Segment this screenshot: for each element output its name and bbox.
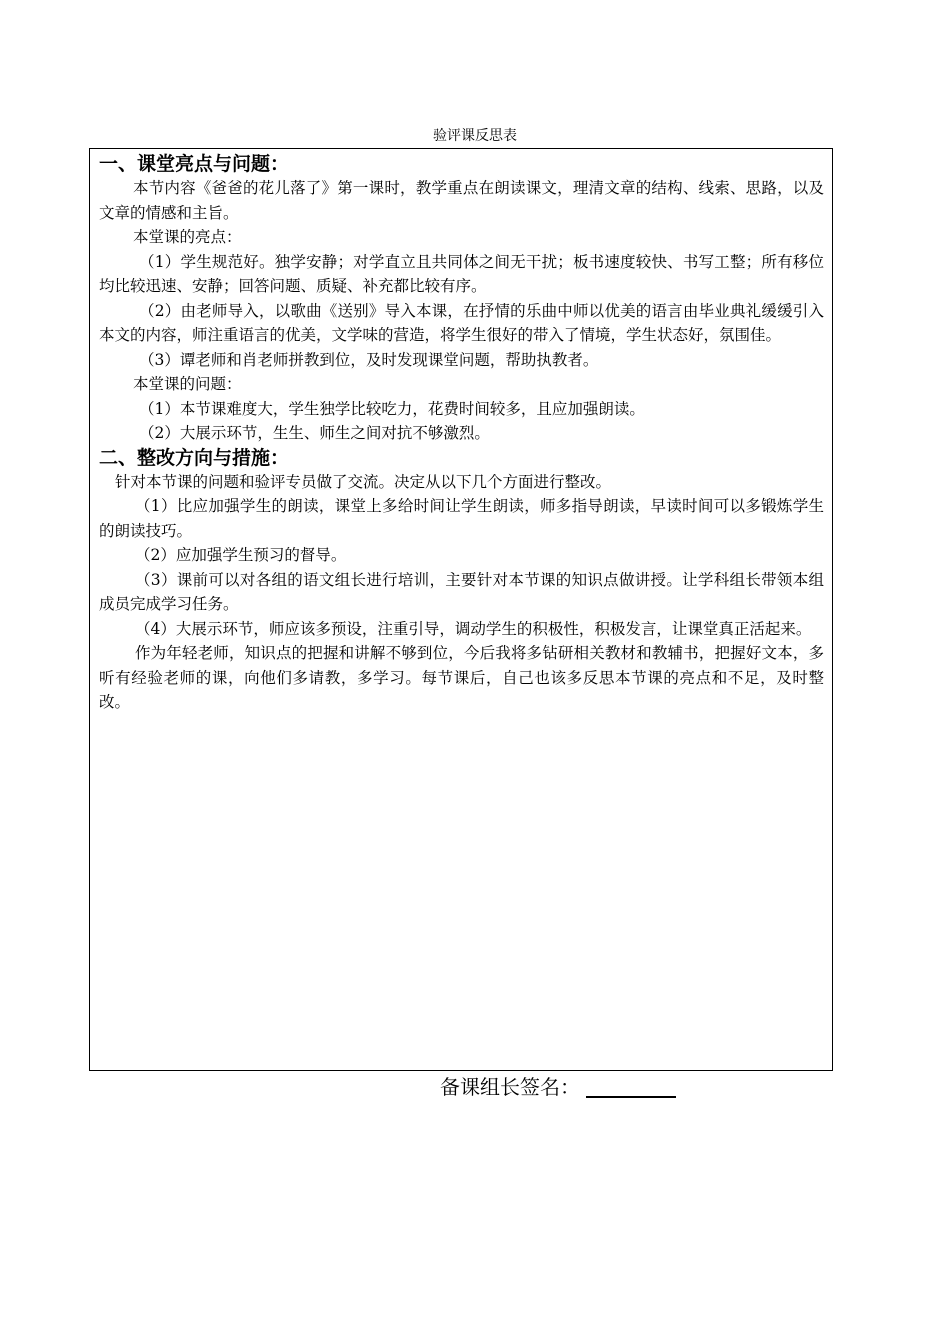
measures-intro: 针对本节课的问题和验评专员做了交流。决定从以下几个方面进行整改。 [115,472,612,491]
section-heading-highlights: 一、课堂亮点与问题： [99,153,290,175]
closing-reflection: 作为年轻老师，知识点的把握和讲解不够到位，今后我将多钻研相关教材和教辅书，把握好文本，多听有经验老师的课，向他们多请教，多学习。每节课后，自己也该多反思本节课的亮点和不足，及时整改。 [99,644,824,711]
problem-item: （1）本节课难度大，学生独学比较吃力，花费时间较多，且应加强朗读。 [139,399,645,418]
reflection-table [89,148,833,1071]
measure-item: （2）应加强学生预习的督导。 [135,546,347,564]
highlight-item: （1）学生规范好。独学安静；对学直立且共同体之间无干扰；板书速度较快、书写工整；所有移位均比较迅速、安静；回答问题、质疑、补充都比较有序。 [99,252,824,295]
highlight-item: （2）由老师导入，以歌曲《送别》导入本课，在抒情的乐曲中师以优美的语言由毕业典礼缓缓引入本文的内容，师注重语言的优美，文学味的营造，将学生很好的带入了情境，学生状态好，氛围佳。 [99,301,824,344]
section-heading-measures: 二、整改方向与措施： [99,446,290,469]
measure-item: （1）比应加强学生的朗读，课堂上多给时间让学生朗读，师多指导朗读，早读时间可以多锻炼学生的朗读技巧。 [99,497,824,540]
document-title: 验评课反思表 [433,128,517,144]
problem-item: （2）大展示环节，生生、师生之间对抗不够激烈。 [139,424,490,442]
signature-blank [586,1076,676,1098]
lesson-intro: 本节内容《爸爸的花儿落了》第一课时，教学重点在朗读课文，理清文章的结构、线索、思路，以及文章的情感和主旨。 [99,179,824,222]
highlight-item: （3）谭老师和肖老师拼教到位，及时发现课堂问题，帮助执教者。 [139,350,599,369]
highlights-label: 本堂课的亮点： [133,228,242,246]
signature-row [440,1073,676,1101]
measure-item: （4）大展示环节，师应该多预设，注重引导，调动学生的积极性，积极发言，让课堂真正活起来。 [135,619,812,638]
measure-item: （3）课前可以对各组的语文组长进行培训，主要针对本节课的知识点做讲授。让学科组长带领本组成员完成学习任务。 [99,570,824,613]
problems-label: 本堂课的问题： [133,375,242,393]
signature-label: 备课组长签名： [440,1075,580,1099]
